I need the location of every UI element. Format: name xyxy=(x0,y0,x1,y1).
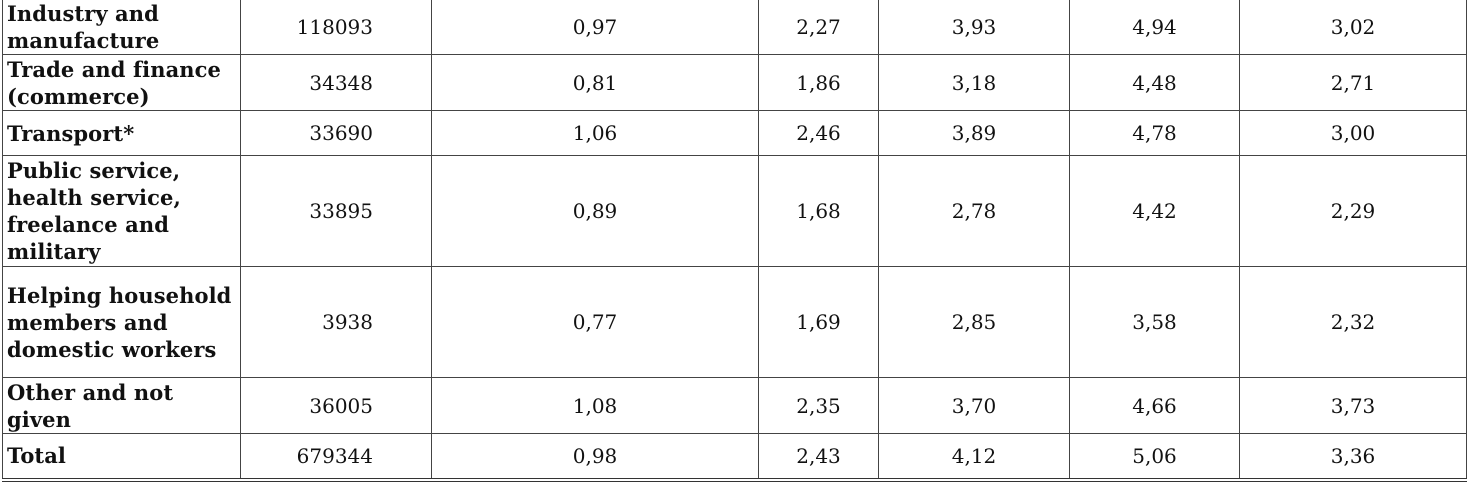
row-label: Total xyxy=(3,434,241,480)
occupation-statistics-table xyxy=(2,0,1467,482)
table-cell: 1,08 xyxy=(432,378,759,434)
table-cell: 1,06 xyxy=(432,111,759,156)
row-label: Other and not given xyxy=(3,378,241,434)
table-cell: 4,12 xyxy=(879,434,1070,480)
table-row xyxy=(3,0,1467,55)
table-cell: 679344 xyxy=(241,434,432,480)
table-cell: 3,00 xyxy=(1240,111,1467,156)
table-cell: 118093 xyxy=(241,0,432,55)
table-row xyxy=(3,378,1467,434)
table-cell: 0,77 xyxy=(432,267,759,378)
table-cell: 1,86 xyxy=(759,55,879,111)
table-cell: 0,97 xyxy=(432,0,759,55)
table-cell: 4,66 xyxy=(1070,378,1240,434)
table-cell: 0,81 xyxy=(432,55,759,111)
table-cell: 2,27 xyxy=(759,0,879,55)
row-label: Industry and manufacture xyxy=(3,0,241,55)
table-cell: 3,93 xyxy=(879,0,1070,55)
table-cell: 1,69 xyxy=(759,267,879,378)
table-cell: 3,36 xyxy=(1240,434,1467,480)
table-cell: 33895 xyxy=(241,156,432,267)
table-row xyxy=(3,55,1467,111)
table-cell: 3,73 xyxy=(1240,378,1467,434)
table-cell: 0,89 xyxy=(432,156,759,267)
table-cell: 2,43 xyxy=(759,434,879,480)
table-cell: 34348 xyxy=(241,55,432,111)
row-label: Helping household members and domestic workers xyxy=(3,267,241,378)
table-cell: 4,78 xyxy=(1070,111,1240,156)
table-cell: 3,18 xyxy=(879,55,1070,111)
row-label: Transport* xyxy=(3,111,241,156)
row-label: Public service, health service, freelance and military xyxy=(3,156,241,267)
table-row xyxy=(3,111,1467,156)
table-cell: 36005 xyxy=(241,378,432,434)
table-cell: 4,48 xyxy=(1070,55,1240,111)
table-cell: 4,94 xyxy=(1070,0,1240,55)
table-row xyxy=(3,156,1467,267)
table-cell: 2,29 xyxy=(1240,156,1467,267)
table-cell: 2,71 xyxy=(1240,55,1467,111)
table-cell: 3,58 xyxy=(1070,267,1240,378)
statistics-table-container xyxy=(2,0,1466,482)
table-cell: 2,35 xyxy=(759,378,879,434)
table-cell: 33690 xyxy=(241,111,432,156)
table-cell: 2,85 xyxy=(879,267,1070,378)
table-cell: 3,02 xyxy=(1240,0,1467,55)
table-cell: 0,98 xyxy=(432,434,759,480)
table-cell: 2,78 xyxy=(879,156,1070,267)
row-label: Trade and finance (commerce) xyxy=(3,55,241,111)
table-row xyxy=(3,267,1467,378)
table-row-total xyxy=(3,434,1467,480)
table-cell: 4,42 xyxy=(1070,156,1240,267)
table-cell: 3,89 xyxy=(879,111,1070,156)
table-cell: 2,46 xyxy=(759,111,879,156)
table-cell: 3,70 xyxy=(879,378,1070,434)
table-cell: 2,32 xyxy=(1240,267,1467,378)
table-cell: 1,68 xyxy=(759,156,879,267)
table-cell: 5,06 xyxy=(1070,434,1240,480)
table-cell: 3938 xyxy=(241,267,432,378)
